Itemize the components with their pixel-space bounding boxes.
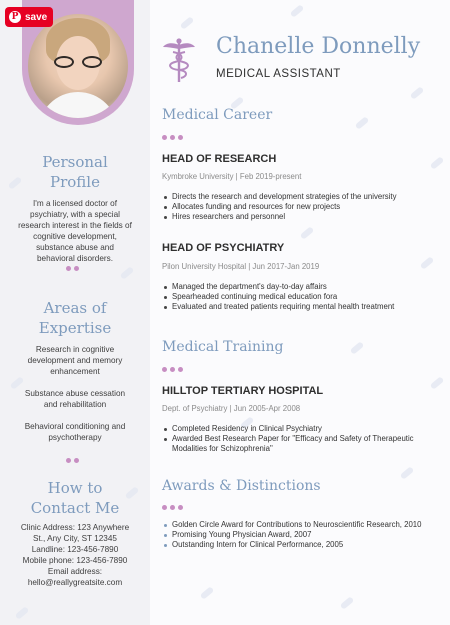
list-item: Evaluated and treated patients requiring mental health treatment (162, 302, 444, 312)
job-title: HEAD OF PSYCHIATRY (162, 242, 285, 254)
contact-heading-line2: Contact Me (30, 499, 120, 517)
list-item: Hires researchers and personnel (162, 212, 444, 222)
list-item: Spearheaded continuing medical education fora (162, 292, 444, 302)
job-bullets (162, 282, 444, 312)
section-divider-dots (162, 135, 183, 140)
list-item: Completed Residency in Clinical Psychiatry (162, 424, 422, 434)
training-heading: Medical Training (162, 339, 284, 355)
job-title: HEAD OF RESEARCH (162, 153, 277, 165)
profile-heading (0, 152, 150, 192)
contact-heading-line1: How to (47, 479, 103, 497)
expertise-item: Research in cognitive development and memory enhancement (27, 345, 123, 376)
candidate-name: Chanelle Donnelly (216, 34, 421, 59)
expertise-heading-line1: Areas of (43, 299, 107, 317)
career-heading: Medical Career (162, 107, 273, 123)
save-button-label: save (25, 11, 48, 23)
pinterest-icon: P (9, 11, 21, 23)
section-divider-dots (162, 505, 183, 510)
list-item: Golden Circle Award for Contributions to Neuroscientific Research, 2010 (162, 520, 432, 530)
section-divider-dots (66, 458, 79, 463)
section-divider-dots (66, 266, 79, 271)
awards-list (162, 520, 432, 550)
job-meta: Pilon University Hospital | Jun 2017-Jan 2019 (162, 262, 320, 271)
expertise-heading-line2: Expertise (38, 319, 112, 337)
expertise-heading (0, 298, 150, 338)
expertise-item: Substance abuse cessation and rehabilitation (24, 389, 126, 409)
awards-heading: Awards & Distinctions (162, 478, 321, 494)
profile-text: I'm a licensed doctor of psychiatry, with a special research interest in the fields of cognitive development, substance abuse and behavioral disorders. (18, 199, 132, 263)
sidebar (0, 0, 150, 625)
caduceus-icon (162, 36, 196, 84)
job-meta: Kymbroke University | Feb 2019-present (162, 172, 302, 181)
profile-heading-line1: Personal (42, 153, 108, 171)
expertise-item: Behavioral conditioning and psychotherapy (24, 422, 126, 442)
contact-heading (0, 478, 150, 518)
contact-mobile: Mobile phone: 123-456-7890 (22, 556, 128, 565)
watermark-pill-icon (120, 266, 135, 280)
contact-landline: Landline: 123-456-7890 (31, 545, 119, 554)
list-item: Promising Young Physician Award, 2007 (162, 530, 432, 540)
list-item: Awarded Best Research Paper for "Efficacy and Safety of Therapeutic Modalities for Schizophrenia" (162, 434, 422, 454)
list-item: Allocates funding and resources for new projects (162, 202, 444, 212)
profile-heading-line2: Profile (50, 173, 100, 191)
job-title: HILLTOP TERTIARY HOSPITAL (162, 385, 324, 397)
pinterest-save-button[interactable] (5, 7, 53, 27)
job-bullets (162, 424, 422, 454)
contact-email: hello@reallygreatsite.com (27, 578, 123, 587)
contact-email-label: Email address: (47, 567, 103, 576)
candidate-role: MEDICAL ASSISTANT (216, 68, 341, 80)
contact-details (18, 522, 132, 588)
profile-photo (28, 14, 128, 118)
list-item: Directs the research and development strategies of the university (162, 192, 444, 202)
list-item: Managed the department's day-to-day affairs (162, 282, 444, 292)
job-bullets (162, 192, 444, 222)
job-meta: Dept. of Psychiatry | Jun 2005-Apr 2008 (162, 404, 301, 413)
contact-address-line1: Clinic Address: 123 Anywhere (20, 523, 130, 532)
section-divider-dots (162, 367, 183, 372)
main-content (150, 0, 450, 625)
watermark-pill-icon (15, 606, 30, 620)
list-item: Outstanding Intern for Clinical Performance, 2005 (162, 540, 432, 550)
contact-address-line2: St., Any City, ST 12345 (33, 534, 117, 543)
